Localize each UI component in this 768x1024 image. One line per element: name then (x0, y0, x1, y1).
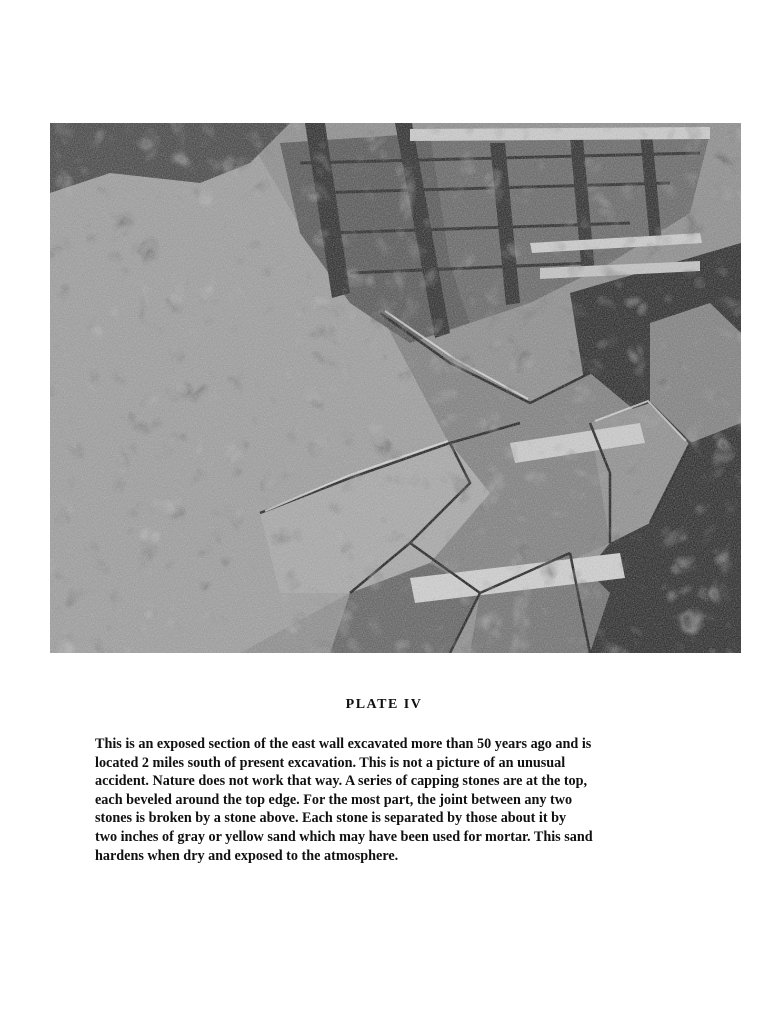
caption-line: each beveled around the top edge. For the most part, the joint between any two (95, 791, 573, 808)
caption-line: hardens when dry and exposed to the atmosphere. (95, 847, 399, 864)
caption-line: two inches of gray or yellow sand which may have been used for mortar. This sand (95, 828, 593, 845)
caption-line: stones is broken by a stone above. Each stone is separated by those about it by (95, 810, 567, 827)
caption-line: located 2 miles south of present excavation. This is not a picture of an unusual (95, 754, 566, 771)
caption-line: This is an exposed section of the east wall excavated more than 50 years ago and is (95, 736, 592, 752)
plate-title: PLATE IV (345, 697, 423, 712)
photo-caption (95, 735, 695, 865)
excavation-photo (50, 123, 741, 653)
excavation-photo-drawing (50, 123, 741, 653)
caption-line: accident. Nature does not work that way. A series of capping stones are at the top, (95, 773, 588, 790)
